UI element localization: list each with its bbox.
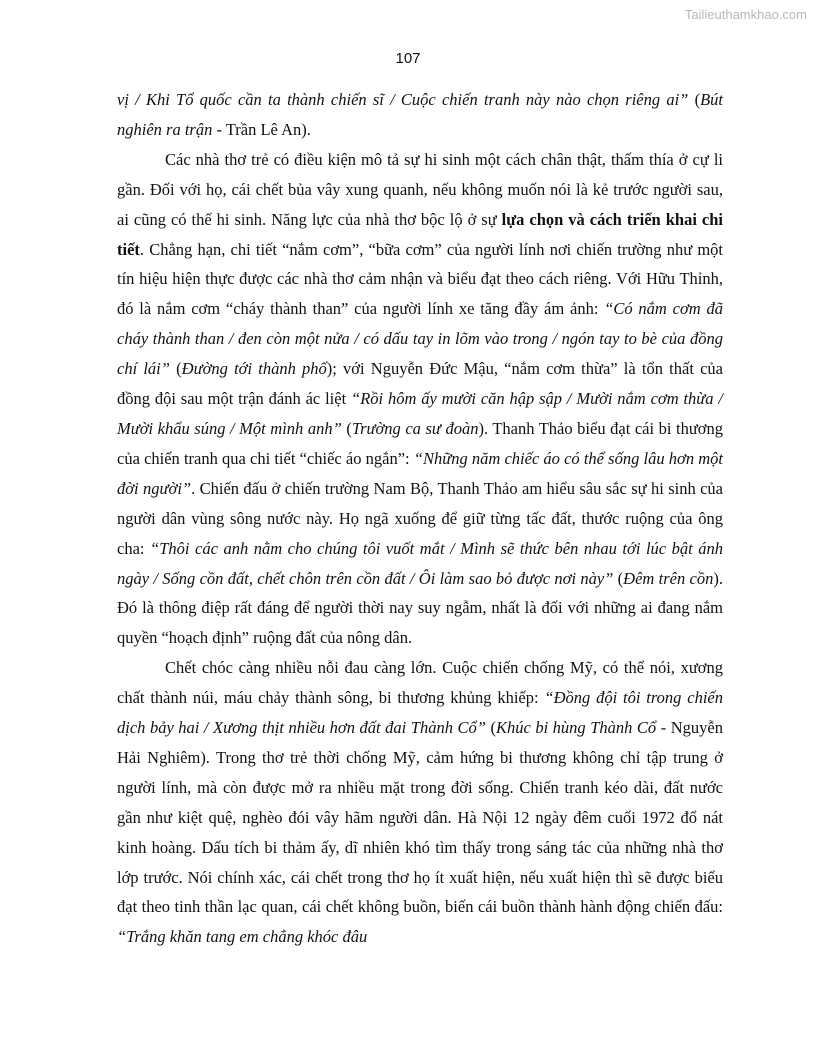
text-run: ( [169, 359, 182, 379]
italic-run: “Trắng khăn tang em chẳng khóc đâu [117, 927, 368, 947]
text-run: ( [688, 90, 701, 109]
watermark: Tailieuthamkhao.com [684, 7, 807, 22]
italic-run: Đêm trên cồn [623, 568, 714, 588]
document-body [117, 85, 723, 952]
italic-run: “Thôi các anh nằm cho chúng tôi vuốt mắt / Mình sẽ thức bên nhau tới lúc bật ánh ngày / Sống cồn đất, chết chôn trên cồn đất / Ôi làm sao bỏ được nơi này” [117, 538, 724, 588]
text-run: ( [341, 418, 352, 438]
italic-run: “Rồi hôm ấy mười căn hập sập / Mười nắm cơm thừa / Mười khẩu súng / Một mình anh” [117, 389, 723, 438]
text-run: Các nhà thơ trẻ có điều kiện mô tả sự hi sinh một cách chân thật, thấm thía ở cự li gần. Đối với họ, cái chết bủa vây xung quanh, nếu không muốn nói là kẻ trước người sau, ai cũng có thể hi sinh. Năng lực của nhà thơ bộc lộ ở sự [117, 149, 723, 229]
italic-run: Trường ca sư đoàn [351, 418, 479, 438]
text-run: ). Thanh Thảo biểu đạt cái bi thương của chiến tranh qua chi tiết “chiếc áo ngắn”: [117, 418, 723, 468]
text-run: . Chiến đấu ở chiến trường Nam Bộ, Thanh Thảo am hiểu sâu sắc sự hi sinh của người dân vùng sông nước này. Họ ngã xuống để giữ từng tấc đất, thước ruộng của ông cha: [117, 478, 723, 558]
italic-run: “Có nắm cơm đã cháy thành than / đen còn một nửa / có dấu tay in lõm vào trong / ngón tay to bè của đồng chí lái” [117, 299, 723, 379]
text-run: . Chẳng hạn, chi tiết “nắm cơm”, “bữa cơm” của người lính nơi chiến trường như một tín hiệu hiện thực được các nhà thơ cảm nhận và biểu đạt theo cách riêng. Với Hữu Thỉnh, đó là nắm cơm “cháy thành than” của người lính xe tăng đầy ám ảnh: [117, 239, 723, 319]
italic-run: Đường tới thành phố [181, 359, 327, 379]
paragraph-1 [117, 85, 723, 145]
italic-run: vị / Khi Tổ quốc cần ta thành chiến sĩ / Cuộc chiến tranh này nào chọn riêng ai” [117, 90, 689, 109]
page-number: 107 [395, 50, 421, 67]
text-run: Chết chóc càng nhiều nỗi đau càng lớn. Cuộc chiến chống Mỹ, có thể nói, xương chất thành núi, máu chảy thành sông, bi thương khủng khiếp: [117, 658, 723, 708]
bold-run: lựa chọn và cách triển khai chi tiết [117, 209, 723, 259]
text-run: ( [485, 718, 496, 738]
text-run: ( [613, 568, 624, 588]
italic-run: “Những năm chiếc áo có thể sống lâu hơn một đời người” [117, 448, 723, 498]
text-run: - Trần Lê An). [212, 119, 311, 139]
italic-run: Bút nghiên ra trận [117, 90, 723, 139]
italic-run: “Đồng đội tôi trong chiến dịch bảy hai / Xương thịt nhiều hơn đất đai Thành Cổ” [117, 688, 723, 738]
text-run: - Nguyễn Hải Nghiêm). Trong thơ trẻ thời chống Mỹ, cảm hứng bi thương không chỉ tập trung ở người lính, mà còn được mở ra nhiều mặt trong đời sống. Chiến tranh kéo dài, đất nước gần như kiệt quệ, nghèo đói vây hãm người dân. Hà Nội 12 ngày đêm cuối 1972 đổ nát kinh hoàng. Dấu tích bi thảm ấy, dĩ nhiên khó tìm thấy trong sáng tác của những nhà thơ lớp trước. Nói chính xác, cái chết trong thơ họ ít xuất hiện, nếu xuất hiện thì sẽ được biểu đạt theo tinh thần lạc quan, cái chết không buồn, biến cái buồn thành hành động chiến đấu: [117, 718, 723, 917]
paragraph-2 [117, 145, 723, 653]
text-run: ). Đó là thông điệp rất đáng để người thời nay suy ngẫm, nhất là đối với những ai đang nắm quyền “hoạch định” ruộng đất của nông dân. [117, 568, 723, 648]
paragraph-3 [117, 653, 723, 952]
italic-run: Khúc bi hùng Thành Cổ [495, 718, 657, 738]
text-run: ); với Nguyễn Đức Mậu, “nắm cơm thừa” là tổn thất của đồng đội sau một trận đánh ác liệt [117, 359, 724, 409]
